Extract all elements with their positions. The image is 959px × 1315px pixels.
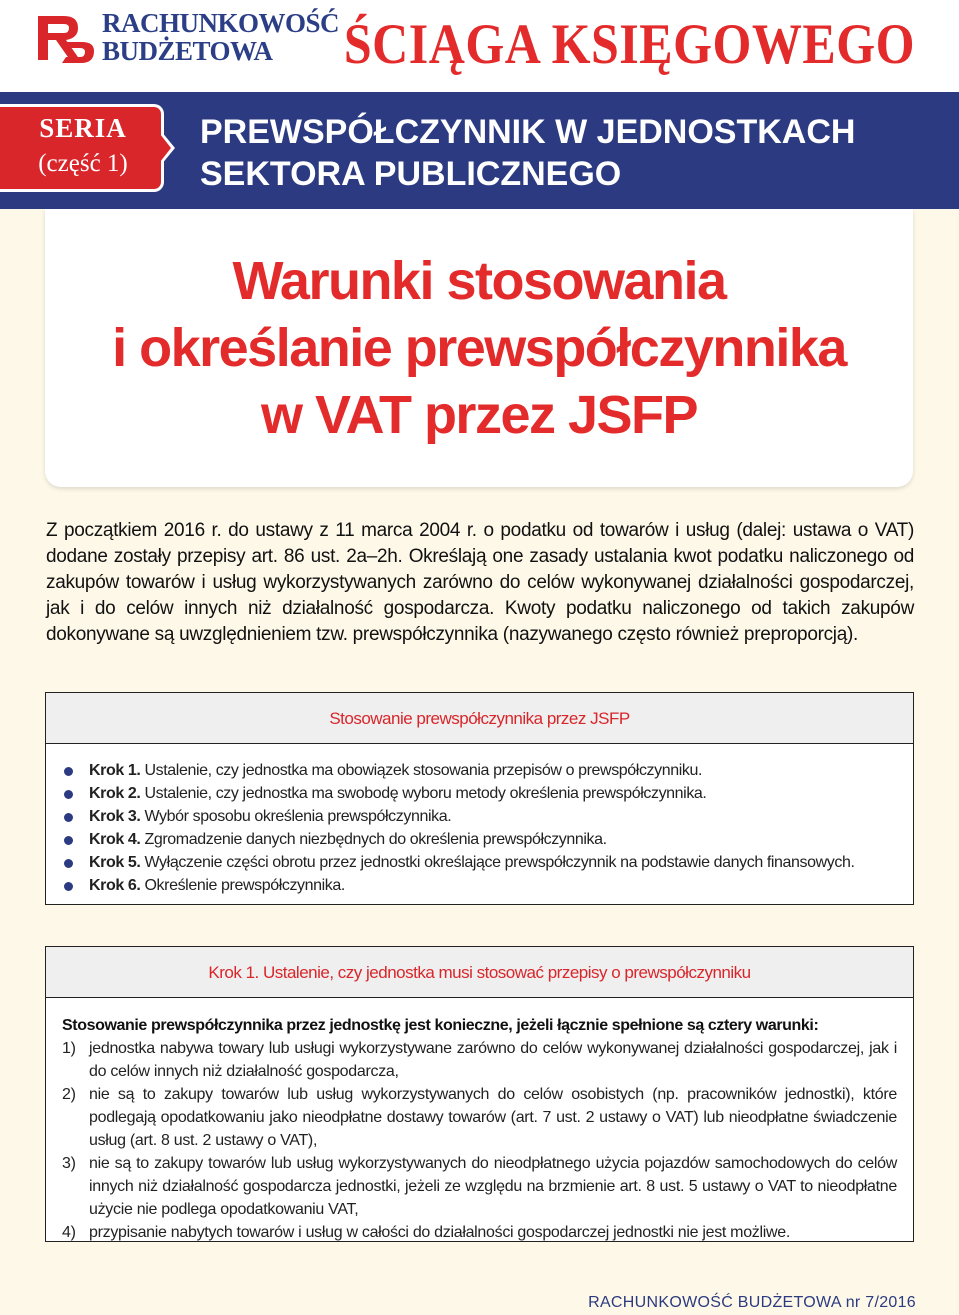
- page-title-line1: Warunki stosowania: [232, 251, 726, 311]
- step-key: Krok 5.: [89, 854, 141, 871]
- condition-number: 3): [62, 1155, 76, 1172]
- step-text: Określenie prewspółczynnika.: [144, 877, 345, 894]
- condition-item: [62, 1152, 897, 1221]
- step-text: Wyłączenie części obrotu przez jednostki określające prewspółczynnik na podstawie danych finansowych.: [144, 854, 855, 871]
- brand-name-line2: BUDŻETOWA: [102, 36, 273, 66]
- step-key: Krok 6.: [89, 877, 141, 894]
- step-item: [64, 874, 855, 897]
- series-label: SERIA: [39, 113, 127, 143]
- step-text: Wybór sposobu określenia prewspółczynnika.: [144, 808, 452, 825]
- conditions-list: [62, 1014, 897, 1244]
- condition-text: nie są to zakupy towarów lub usług wykorzystywanych do celów osobistych (np. pracowników jednostki), które podlegają opodatkowaniu jako nieodpłatne dostawy towarów (art. 7 ust. 2 ustawy o VAT) lub nieodpłatne świadczenie usług (art. 8 ust. 2 ustawy o VAT),: [89, 1086, 897, 1149]
- intro-paragraph: Z początkiem 2016 r. do ustawy z 11 marca 2004 r. o podatku od towarów i usług (dalej: ustawa o VAT) dodane zostały przepisy art. 86 ust. 2a–2h. Określają one zasady ustalania kwot podatku naliczonego od zakupów towarów i usług wykorzystywanych zarówno do celów wykonywanej działalności gospodarczej, jak i do celów innych niż działalność gospodarcza. Kwoty podatku naliczonego od takich zakupów dokonywane są uwzględnieniem tzw. prewspółczynnika (nazywanego często również preproporcją).: [46, 520, 914, 645]
- step-item: [64, 805, 855, 828]
- condition-number: 2): [62, 1086, 76, 1103]
- step-key: Krok 1.: [89, 762, 141, 779]
- condition-item: [62, 1083, 897, 1152]
- step-text: Zgromadzenie danych niezbędnych do określenia prewspółczynnika.: [144, 831, 607, 848]
- bullet-icon: [64, 790, 73, 799]
- step-item: [64, 782, 855, 805]
- series-title: [200, 111, 855, 195]
- series-title-line2: SEKTORA PUBLICZNEGO: [200, 155, 622, 193]
- brand-name-line1: RACHUNKOWOŚĆ: [102, 8, 340, 38]
- step-key: Krok 3.: [89, 808, 141, 825]
- page-title-line2: i określanie prewspółczynnika: [112, 318, 846, 378]
- condition-item: [62, 1037, 897, 1083]
- condition-item: [62, 1221, 897, 1244]
- conditions-lead: Stosowanie prewspółczynnika przez jednostkę jest konieczne, jeżeli łącznie spełnione są cztery warunki:: [62, 1017, 819, 1034]
- page-title: [45, 248, 913, 449]
- condition-text: jednostka nabywa towary lub usługi wykorzystywane zarówno do celów wykonywanej działalności gospodarczej, jak i do celów innych niż działalność gospodarcza,: [89, 1040, 897, 1080]
- series-title-line1: PREWSPÓŁCZYNNIK W JEDNOSTKACH: [200, 113, 856, 151]
- sheet-title: ŚCIĄGA KSIĘGOWEGO: [343, 11, 915, 76]
- steps-list: [64, 759, 855, 897]
- bullet-icon: [64, 882, 73, 891]
- brand-logo: [34, 8, 340, 68]
- condition-number: 1): [62, 1040, 76, 1057]
- condition-number: 4): [62, 1224, 76, 1241]
- step-item: [64, 759, 855, 782]
- step-key: Krok 4.: [89, 831, 141, 848]
- bullet-icon: [64, 767, 73, 776]
- step-text: Ustalenie, czy jednostka ma swobodę wyboru metody określenia prewspółczynnika.: [144, 785, 707, 802]
- step1-box: [45, 946, 914, 1242]
- page-title-line3: w VAT przez JSFP: [260, 385, 698, 445]
- bullet-icon: [64, 836, 73, 845]
- series-part: (część 1): [38, 150, 128, 177]
- condition-text: przypisanie nabytych towarów i usług w całości do działalności gospodarczej jednostki nie jest możliwe.: [89, 1224, 791, 1241]
- page-footer: RACHUNKOWOŚĆ BUDŻETOWA nr 7/2016: [588, 1294, 916, 1311]
- step-item: [64, 828, 855, 851]
- condition-text: nie są to zakupy towarów lub usług wykorzystywanych do nieodpłatnego użycia pojazdów samochodowych do celów innych niż działalność gospodarcza jednostki, jeżeli ze względu na brzmienie art. 8 ust. 5 ustawy o VAT to nieodpłatne użycie nie podlega opodatkowaniu VAT,: [89, 1155, 897, 1218]
- bullet-icon: [64, 813, 73, 822]
- steps-box: [45, 692, 914, 905]
- steps-box-title: Stosowanie prewspółczynnika przez JSFP: [46, 693, 913, 744]
- step-item: [64, 851, 855, 874]
- step-key: Krok 2.: [89, 785, 141, 802]
- step1-box-title: Krok 1. Ustalenie, czy jednostka musi stosować przepisy o prewspółczynniku: [46, 947, 913, 998]
- rb-logo-icon: [34, 8, 96, 66]
- step-text: Ustalenie, czy jednostka ma obowiązek stosowania przepisów o prewspółczynniku.: [144, 762, 703, 779]
- bullet-icon: [64, 859, 73, 868]
